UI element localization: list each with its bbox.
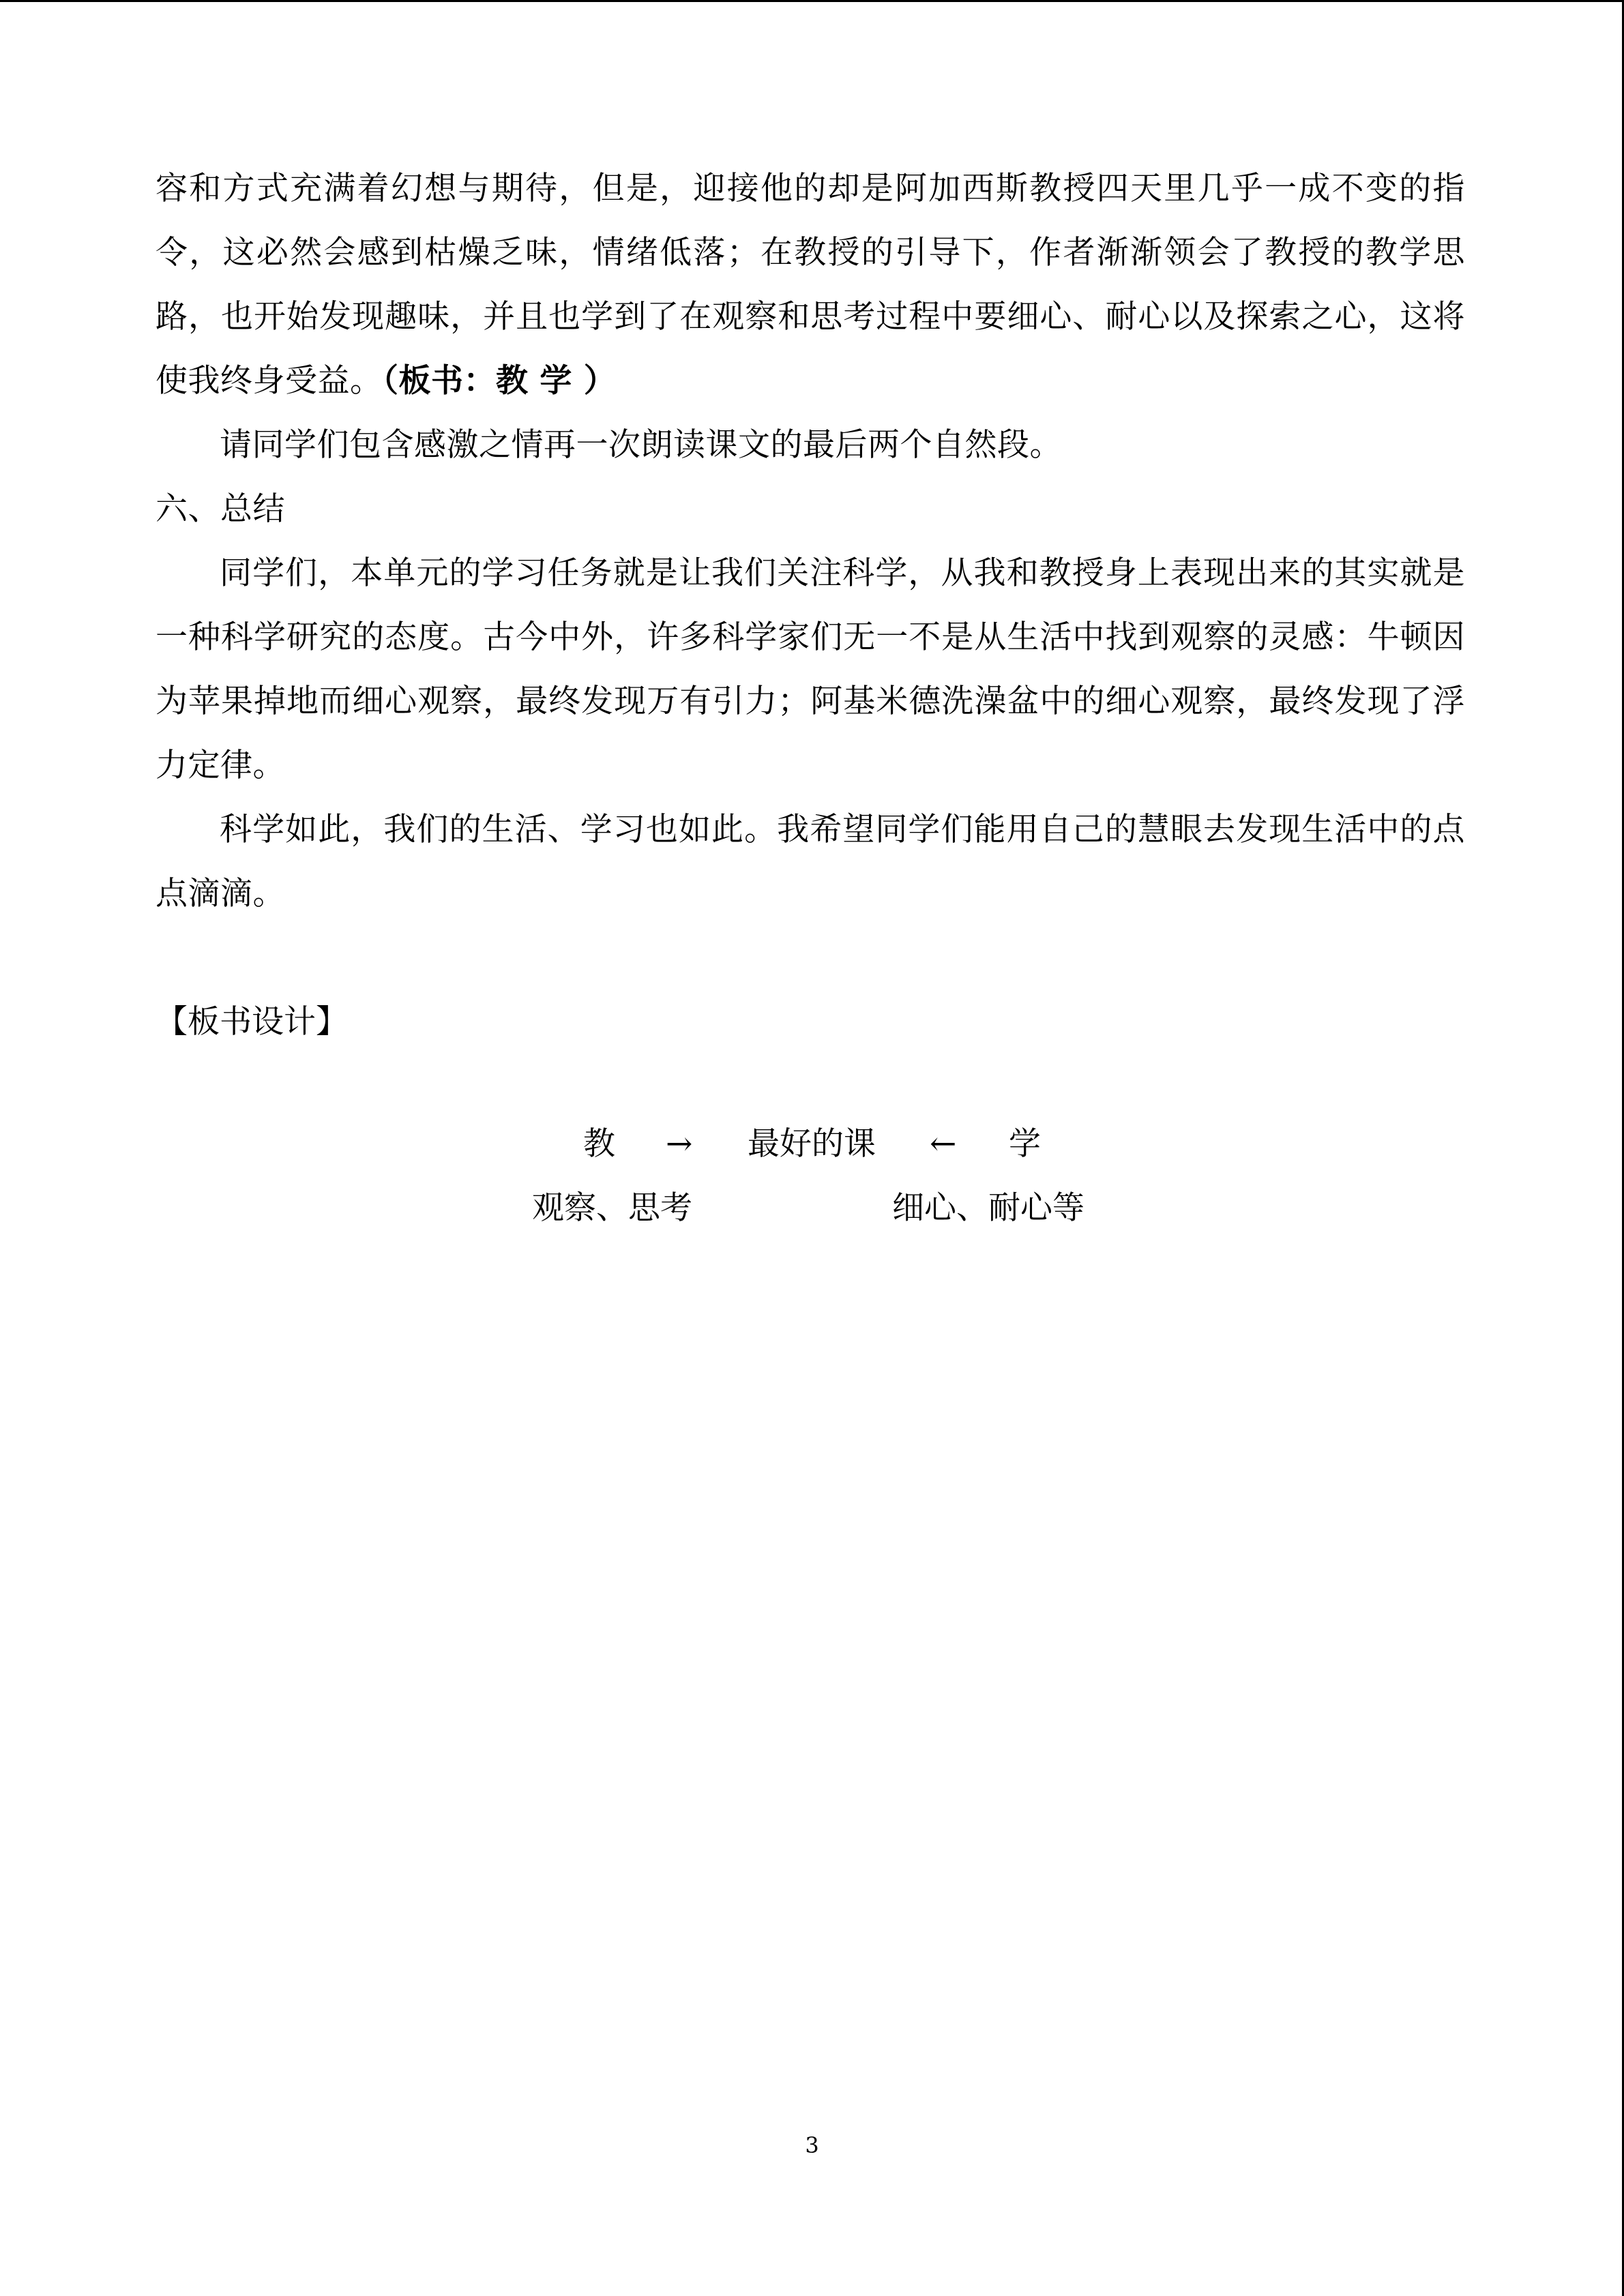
paragraph-3-line-1: 同学们，本单元的学习任务就是让我们关注科学，从我和教授身上表现出来的其实就是: [220, 554, 1465, 592]
board-best-lesson: 最好的课: [748, 1125, 876, 1163]
paragraph-1-line-4-text: 使我终身受益。: [156, 362, 383, 400]
paragraph-4-line-2: 点滴滴。: [156, 875, 285, 912]
arrow-right-icon: →: [666, 1125, 693, 1163]
paragraph-1-line-1: 容和方式充满着幻想与期待，但是，迎接他的却是阿加西斯教授四天里几乎一成不变的指: [156, 170, 1465, 207]
page-number: 3: [805, 2132, 819, 2158]
document-body: [156, 157, 1465, 1054]
board-teach-detail: 观察、思考: [532, 1189, 692, 1227]
section-heading-summary: 六、总结: [156, 490, 285, 528]
spacer: [156, 926, 1465, 990]
paragraph-1-line-3: 路，也开始发现趣味，并且也学到了在观察和思考过程中要细心、耐心以及探索之心，这将: [156, 298, 1465, 336]
paragraph-1-line-4: [156, 349, 1465, 413]
arrow-left-icon: ←: [930, 1125, 957, 1163]
paragraph-2: 请同学们包含感激之情再一次朗读课文的最后两个自然段。: [220, 426, 1062, 464]
board-note: （板书：教 学 ）: [382, 362, 617, 400]
board-learn: 学: [1009, 1125, 1041, 1163]
paragraph-3-line-2: 一种科学研究的态度。古今中外，许多科学家们无一不是从生活中找到观察的灵感：牛顿因: [156, 618, 1465, 656]
paragraph-3-line-4: 力定律。: [156, 747, 285, 784]
paragraph-3-line-3: 为苹果掉地而细心观察，最终发现万有引力；阿基米德洗澡盆中的细心观察，最终发现了浮: [156, 683, 1465, 720]
paragraph-1-line-2: 令，这必然会感到枯燥乏味，情绪低落；在教授的引导下，作者渐渐领会了教授的教学思: [156, 234, 1465, 271]
board-learn-detail: 细心、耐心等: [892, 1189, 1084, 1227]
board-design-heading: 【板书设计】: [156, 1003, 348, 1041]
paragraph-4-line-1: 科学如此，我们的生活、学习也如此。我希望同学们能用自己的慧眼去发现生活中的点: [220, 811, 1465, 848]
board-teach: 教: [583, 1125, 615, 1163]
